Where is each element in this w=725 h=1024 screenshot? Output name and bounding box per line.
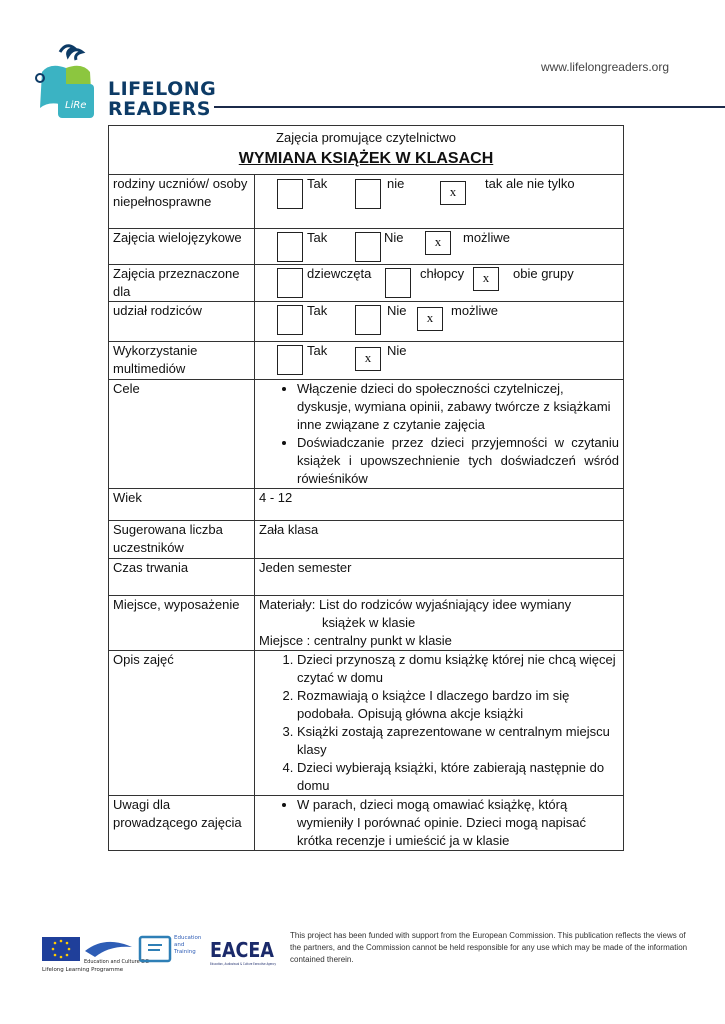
table-header-row (109, 126, 624, 175)
logo-title-line1: LIFELONG (108, 78, 217, 100)
option-label: Tak (307, 303, 328, 318)
option-label: dziewczęta (307, 266, 372, 281)
age-value: 4 - 12 (255, 489, 624, 521)
materials-line-continued: książek w klasie (322, 615, 416, 630)
checkbox-checked[interactable]: x (417, 307, 443, 331)
svg-text:Lifelong Learning Programme: Lifelong Learning Programme (42, 967, 124, 973)
option-label: nie (387, 176, 405, 191)
svg-text:LiRe: LiRe (65, 100, 87, 111)
svg-text:Education: Education (174, 935, 202, 941)
svg-text:and: and (174, 942, 185, 948)
list-item: 4. Dzieci wybierają książki, które zabierają następnie do domu (297, 759, 619, 795)
row-label: udział rodziców (109, 302, 255, 342)
participants-value: Zała klasa (255, 521, 624, 559)
row-label: Zajęcia wielojęzykowe (109, 229, 255, 265)
duration-value: Jeden semester (255, 559, 624, 596)
option-label: Nie (387, 303, 407, 318)
option-label: możliwe (463, 230, 510, 245)
checkbox-checked[interactable]: x (440, 181, 466, 205)
activity-table (108, 125, 624, 851)
table-row-target-group (109, 265, 624, 302)
row-label: Zajęcia przeznaczone dla (109, 265, 255, 302)
table-row-notes (109, 796, 624, 851)
svg-text:EACEA: EACEA (210, 938, 275, 962)
dg-swoosh-icon (85, 942, 132, 957)
notes-list (259, 796, 619, 850)
options-cell (255, 302, 624, 342)
options-cell (255, 342, 624, 380)
option-label: Tak (307, 343, 328, 358)
options-cell (255, 265, 624, 302)
table-row-multilingual (109, 229, 624, 265)
checkbox-tak[interactable] (277, 232, 303, 262)
list-item: • Doświadczanie przez dzieci przyjemności w czytaniu książek i upowszechnienie tych doświadczeń wśród rówieśników (297, 434, 619, 488)
table-row-age (109, 489, 624, 521)
row-label: Uwagi dla prowadzącego zajęcia (109, 796, 255, 851)
svg-text:Education and Culture DG: Education and Culture DG (84, 959, 149, 965)
checkbox-tak[interactable] (277, 179, 303, 209)
row-label: Cele (109, 380, 255, 489)
list-item: 2. Rozmawiają o książce I dlaczego bardzo im się podobała. Opisują główna akcje książki (297, 687, 619, 723)
place-cell (255, 596, 624, 651)
options-cell (255, 175, 624, 229)
option-label: tak ale nie tylko (485, 176, 575, 191)
table-row-families (109, 175, 624, 229)
checkbox-girls[interactable] (277, 268, 303, 298)
option-label: możliwe (451, 303, 498, 318)
table-header-cell (109, 126, 624, 175)
row-label: Wykorzystanie multimediów (109, 342, 255, 380)
list-item: 1. Dzieci przynoszą z domu książkę której nie chcą więcej czytać w domu (297, 651, 619, 687)
place-line: Miejsce : centralny punkt w klasie (259, 633, 452, 648)
eu-funding-logos (40, 925, 280, 975)
row-label: rodziny uczniów/ osoby niepełnosprawne (109, 175, 255, 229)
checkbox-checked[interactable]: x (473, 267, 499, 291)
checkbox-checked[interactable]: x (425, 231, 451, 255)
option-label: Nie (384, 230, 404, 245)
svg-text:Education, Audiovisual & Cultu: Education, Audiovisual & Culture Executive Agency (210, 962, 277, 966)
checkbox-tak[interactable] (277, 305, 303, 335)
row-label: Sugerowana liczba uczestników (109, 521, 255, 559)
row-label: Miejsce, wyposażenie (109, 596, 255, 651)
checkbox-nie[interactable] (355, 305, 381, 335)
checkbox-nie[interactable] (355, 232, 381, 262)
document-title: WYMIANA KSIĄŻEK W KLASACH (238, 150, 494, 167)
table-row-description (109, 651, 624, 796)
table-row-multimedia (109, 342, 624, 380)
notes-cell (255, 796, 624, 851)
table-row-parents (109, 302, 624, 342)
option-label: obie grupy (513, 266, 574, 281)
book-reader-icon (30, 40, 110, 125)
checkbox-checked[interactable]: x (355, 347, 381, 371)
table-row-participants (109, 521, 624, 559)
row-label: Czas trwania (109, 559, 255, 596)
option-label: Tak (307, 230, 328, 245)
checkbox-tak[interactable] (277, 345, 303, 375)
option-label: chłopcy (420, 266, 465, 281)
table-row-duration (109, 559, 624, 596)
funding-disclaimer: This project has been funded with support from the European Commission. This publication reflects the views of the partners, and the Commission cannot be held responsible for any use which may be made of the information contained therein. (290, 931, 688, 964)
list-item: • Włączenie dzieci do społeczności czytelniczej, dyskusje, wymiana opinii, zabawy twórcze z książkami inne związane z czytanie zajęcia (297, 380, 619, 434)
table-row-place (109, 596, 624, 651)
option-label: Tak (307, 176, 328, 191)
goals-cell (255, 380, 624, 489)
website-url[interactable]: www.lifelongreaders.org (540, 60, 669, 74)
footer-logos (40, 925, 280, 975)
checkbox-nie[interactable] (355, 179, 381, 209)
header-divider (214, 106, 725, 108)
option-label: Nie (387, 343, 407, 358)
list-item: 3. Książki zostają zaprezentowane w centralnym miejscu klasy (297, 723, 619, 759)
description-cell (255, 651, 624, 796)
svg-text:Training: Training (174, 949, 196, 955)
row-label: Opis zajęć (109, 651, 255, 796)
goals-list (259, 380, 619, 488)
logo-title-line2: READERS (108, 98, 211, 120)
lifelong-readers-logo (30, 40, 217, 125)
options-cell (255, 229, 624, 265)
materials-line: Materiały: List do rodziców wyjaśniający idee wymiany (259, 597, 572, 612)
description-list (259, 651, 619, 795)
checkbox-boys[interactable] (385, 268, 411, 298)
table-row-goals (109, 380, 624, 489)
row-label: Wiek (109, 489, 255, 521)
list-item: • W parach, dzieci mogą omawiać książkę, którą wymieniły I porównać opinie. Dzieci mogą napisać krótka recenzje i umieścić ja w klasie (297, 796, 619, 850)
document-subtitle: Zajęcia promujące czytelnictwo (276, 130, 456, 145)
